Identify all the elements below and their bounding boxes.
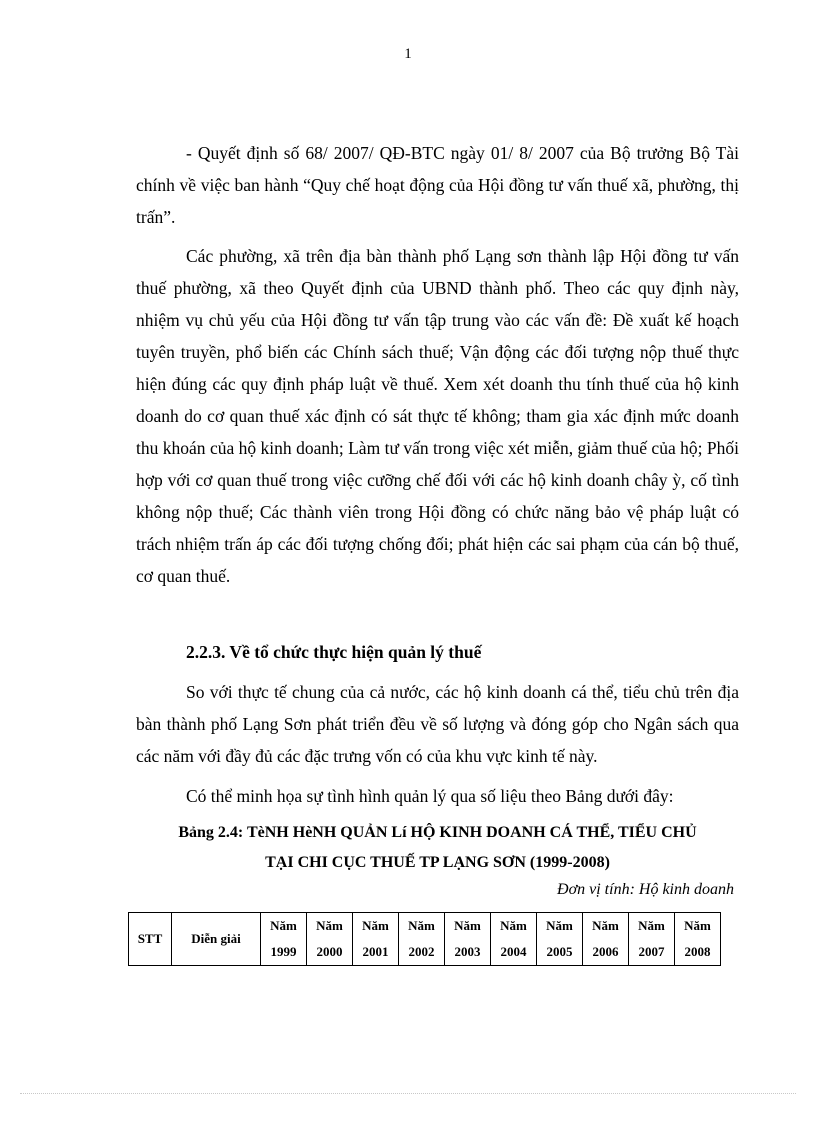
page-number: 1 bbox=[404, 46, 412, 62]
header-year: Năm 2004 bbox=[491, 913, 537, 966]
section-heading: 2.2.3. Về tổ chức thực hiện quản lý thuế bbox=[186, 642, 482, 662]
header-year: Năm 2000 bbox=[307, 913, 353, 966]
paragraph-table-intro: Có thể minh họa sự tình hình quản lý qua số liệu theo Bảng dưới đây: bbox=[186, 786, 674, 806]
table-header-row bbox=[129, 913, 721, 966]
header-year: Năm 2001 bbox=[353, 913, 399, 966]
header-year: Năm 2007 bbox=[629, 913, 675, 966]
paragraph-decision-68: - Quyết định số 68/ 2007/ QĐ-BTC ngày 01/ 8/ 2007 của Bộ trưởng Bộ Tài chính về việc ban hành “Quy chế hoạt động của Hội đồng tư vấn thuế xã, phường, thị trấn”. bbox=[136, 143, 739, 227]
paragraph-comparison: So với thực tế chung của cả nước, các hộ kinh doanh cá thể, tiểu chủ trên địa bàn thành phố Lạng Sơn phát triển đều về số lượng và đóng góp cho Ngân sách qua các năm với đầy đủ các đặc trưng vốn có của khu vực kinh tế này. bbox=[136, 682, 739, 766]
header-year: Năm 2003 bbox=[445, 913, 491, 966]
header-year: Năm 1999 bbox=[261, 913, 307, 966]
household-table bbox=[128, 912, 721, 966]
header-description: Diễn giải bbox=[172, 913, 261, 966]
table-caption-line-1: Bảng 2.4: TèNH HèNH QUẢN Lí HỘ KINH DOANH CÁ THỂ, TIỂU CHỦ bbox=[178, 824, 697, 841]
header-year: Năm 2008 bbox=[675, 913, 721, 966]
paragraph-advisory-council: Các phường, xã trên địa bàn thành phố Lạng sơn thành lập Hội đồng tư vấn thuế phường, xã theo Quyết định của UBND thành phố. Theo các quy định này, nhiệm vụ chủ yếu của Hội đồng tư vấn tập trung vào các vấn đề: Đề xuất kế hoạch tuyên truyền, phổ biến các Chính sách thuế; Vận động các đối tượng nộp thuế thực hiện đúng các quy định pháp luật về thuế. Xem xét doanh thu tính thuế của hộ kinh doanh do cơ quan thuế xác định có sát thực tế không; tham gia xác định mức doanh thu khoán của hộ kinh doanh; Làm tư vấn trong việc xét miễn, giảm thuế của hộ; Phối hợp với cơ quan thuế trong việc cưỡng chế đối với các hộ kinh doanh chây ỳ, cố tình không nộp thuế; Các thành viên trong Hội đồng có chức năng bảo vệ pháp luật có trách nhiệm trấn áp các đối tượng chống đối; phát hiện các sai phạm của cán bộ thuế, cơ quan thuế. bbox=[136, 246, 739, 586]
unit-label: Đơn vị tính: Hộ kinh doanh bbox=[557, 881, 734, 898]
table-caption-line-2: TẠI CHI CỤC THUẾ TP LẠNG SƠN (1999-2008) bbox=[265, 854, 610, 871]
header-year: Năm 2006 bbox=[583, 913, 629, 966]
header-year: Năm 2005 bbox=[537, 913, 583, 966]
page-bottom-divider bbox=[20, 1093, 796, 1094]
header-stt: STT bbox=[129, 913, 172, 966]
header-year: Năm 2002 bbox=[399, 913, 445, 966]
